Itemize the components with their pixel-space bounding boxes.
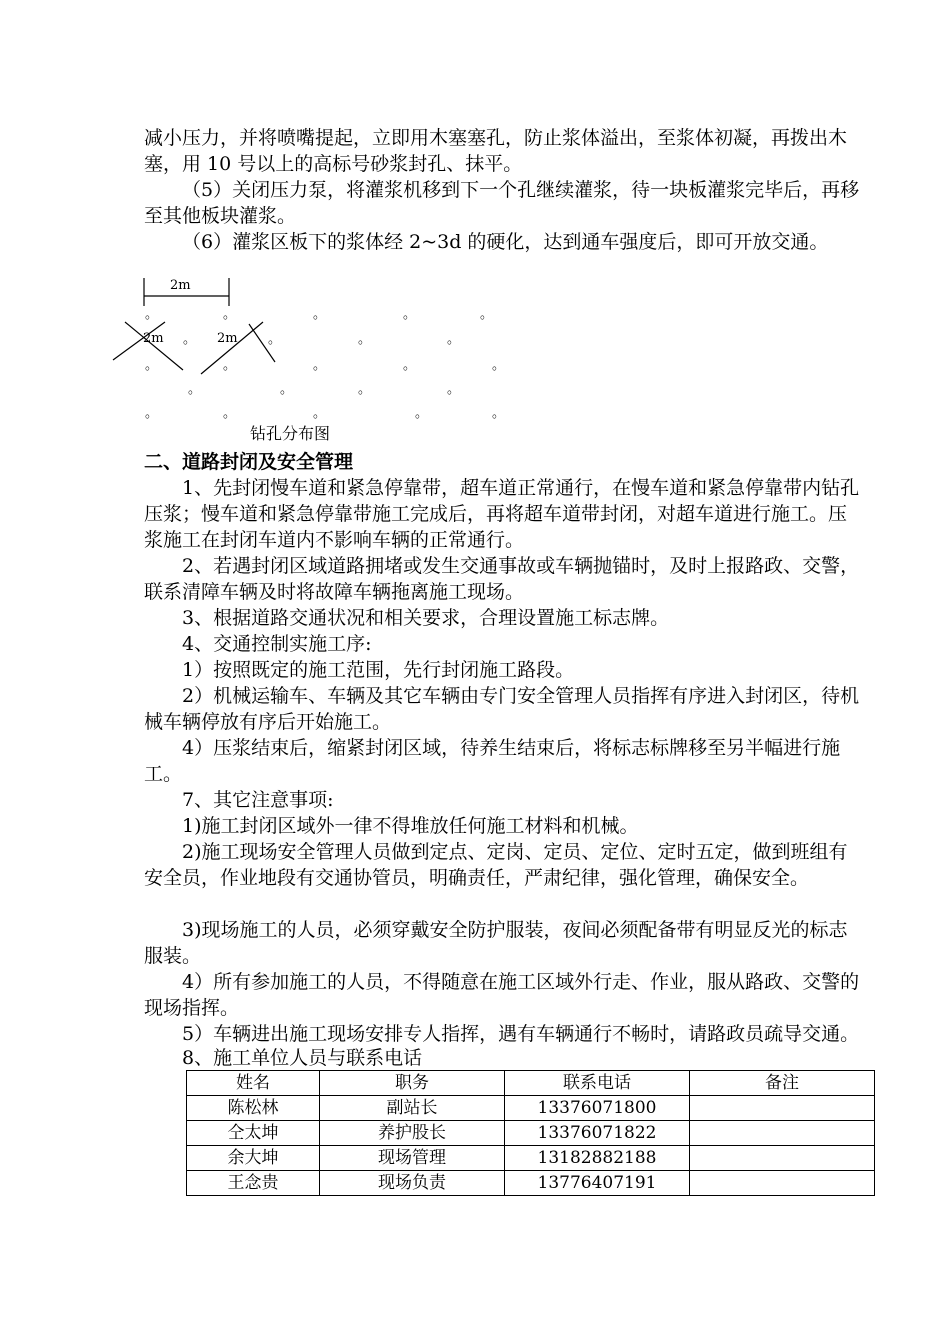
hole-marker: 。	[415, 406, 429, 421]
section-item: 4）压浆结束后，缩紧封闭区域，待养生结束后，将标志标牌移至另半幅进行施工。	[144, 737, 841, 785]
section-item: 8、施工单位人员与联系电话	[182, 1047, 423, 1069]
cell-position: 养护股长	[320, 1121, 505, 1146]
cell-name: 余大坤	[187, 1146, 320, 1171]
hole-marker: 。	[358, 332, 372, 347]
hole-marker: 。	[280, 382, 294, 397]
table-row	[187, 1096, 875, 1121]
dimension-label-left: 2m	[143, 331, 164, 346]
hole-marker: 。	[358, 382, 372, 397]
table-row	[187, 1146, 875, 1171]
cell-phone: 13376071800	[505, 1096, 690, 1121]
cell-position: 现场负责	[320, 1171, 505, 1196]
hole-marker: 。	[145, 406, 159, 421]
drill-hole-diagram	[105, 270, 525, 420]
figure-caption: 钻孔分布图	[250, 424, 331, 443]
cell-remarks	[690, 1171, 875, 1196]
cell-name: 王念贵	[187, 1171, 320, 1196]
paragraph-step-5: （5）关闭压力泵，将灌浆机移到下一个孔继续灌浆，待一块板灌浆完毕后，再移至其他板块灌浆。	[144, 179, 860, 227]
cell-position: 现场管理	[320, 1146, 505, 1171]
cell-name: 仝太坤	[187, 1121, 320, 1146]
section-item: 1）按照既定的施工范围，先行封闭施工路段。	[182, 659, 575, 681]
hole-marker: 。	[313, 307, 327, 322]
hole-marker: 。	[223, 358, 237, 373]
section-item: 4、交通控制实施工序:	[182, 633, 372, 655]
section-item: 2、若遇封闭区域道路拥堵或发生交通事故或车辆抛锚时，及时上报路政、交警，联系清障车辆及时将故障车辆拖离施工现场。	[144, 555, 860, 603]
paragraph-step-6: （6）灌浆区板下的浆体经 2~3d 的硬化，达到通车强度后，即可开放交通。	[182, 231, 829, 253]
section-item: 1、先封闭慢车道和紧急停靠带，超车道正常通行，在慢车道和紧急停靠带内钻孔压浆；慢车道和紧急停靠带施工完成后，再将超车道带封闭，对超车道进行施工。压浆施工在封闭车道内不影响车辆的正常通行。	[144, 477, 860, 551]
hole-marker: 。	[183, 332, 197, 347]
hole-marker: 。	[403, 307, 417, 322]
section-heading: 二、道路封闭及安全管理	[144, 451, 354, 473]
table-header-row	[187, 1071, 875, 1096]
hole-marker: 。	[145, 358, 159, 373]
section-item: 3)现场施工的人员，必须穿戴安全防护服装，夜间必须配备带有明显反光的标志服装。	[144, 919, 848, 967]
hole-marker: 。	[223, 307, 237, 322]
hole-marker: 。	[145, 307, 159, 322]
table-row	[187, 1121, 875, 1146]
hole-marker: 。	[492, 358, 506, 373]
section-item: 2）机械运输车、车辆及其它车辆由专门安全管理人员指挥有序进入封闭区，待机械车辆停放有序后开始施工。	[144, 685, 860, 733]
section-item: 4）所有参加施工的人员，不得随意在施工区域外行走、作业，服从路政、交警的现场指挥。	[144, 971, 860, 1019]
cell-phone: 13376071822	[505, 1121, 690, 1146]
cell-position: 副站长	[320, 1096, 505, 1121]
header-phone: 联系电话	[505, 1071, 690, 1096]
cell-remarks	[690, 1146, 875, 1171]
cell-remarks	[690, 1121, 875, 1146]
cell-name: 陈松林	[187, 1096, 320, 1121]
section-item: 2)施工现场安全管理人员做到定点、定岗、定员、定位、定时五定，做到班组有安全员，作业地段有交通协管员，明确责任，严肃纪律，强化管理，确保安全。	[144, 841, 848, 889]
section-item: 5）车辆进出施工现场安排专人指挥，遇有车辆通行不畅时，请路政员疏导交通。	[182, 1023, 860, 1045]
hole-marker: 。	[188, 382, 202, 397]
dimension-label-top: 2m	[170, 278, 191, 293]
contacts-table	[186, 1070, 875, 1196]
section-item: 1)施工封闭区域外一律不得堆放任何施工材料和机械。	[182, 815, 639, 837]
hole-marker: 。	[447, 382, 461, 397]
header-position: 职务	[320, 1071, 505, 1096]
header-name: 姓名	[187, 1071, 320, 1096]
section-item: 7、其它注意事项:	[182, 789, 334, 811]
hole-marker: 。	[447, 332, 461, 347]
hole-marker: 。	[313, 358, 327, 373]
header-remarks: 备注	[690, 1071, 875, 1096]
hole-marker: 。	[268, 332, 282, 347]
dimension-label-mid: 2m	[217, 331, 238, 346]
paragraph-pressure-release: 减小压力，并将喷嘴提起，立即用木塞塞孔，防止浆体溢出，至浆体初凝，再拨出木塞，用 10 号以上的高标号砂浆封孔、抹平。	[144, 127, 848, 175]
hole-marker: 。	[223, 406, 237, 421]
cell-phone: 13182882188	[505, 1146, 690, 1171]
hole-marker: 。	[492, 406, 506, 421]
hole-marker: 。	[480, 307, 494, 322]
hole-marker: 。	[313, 406, 327, 421]
hole-marker: 。	[403, 358, 417, 373]
section-item: 3、根据道路交通状况和相关要求，合理设置施工标志牌。	[182, 607, 670, 629]
cell-phone: 13776407191	[505, 1171, 690, 1196]
table-row	[187, 1171, 875, 1196]
cell-remarks	[690, 1096, 875, 1121]
drill-hole-figure	[105, 270, 525, 450]
